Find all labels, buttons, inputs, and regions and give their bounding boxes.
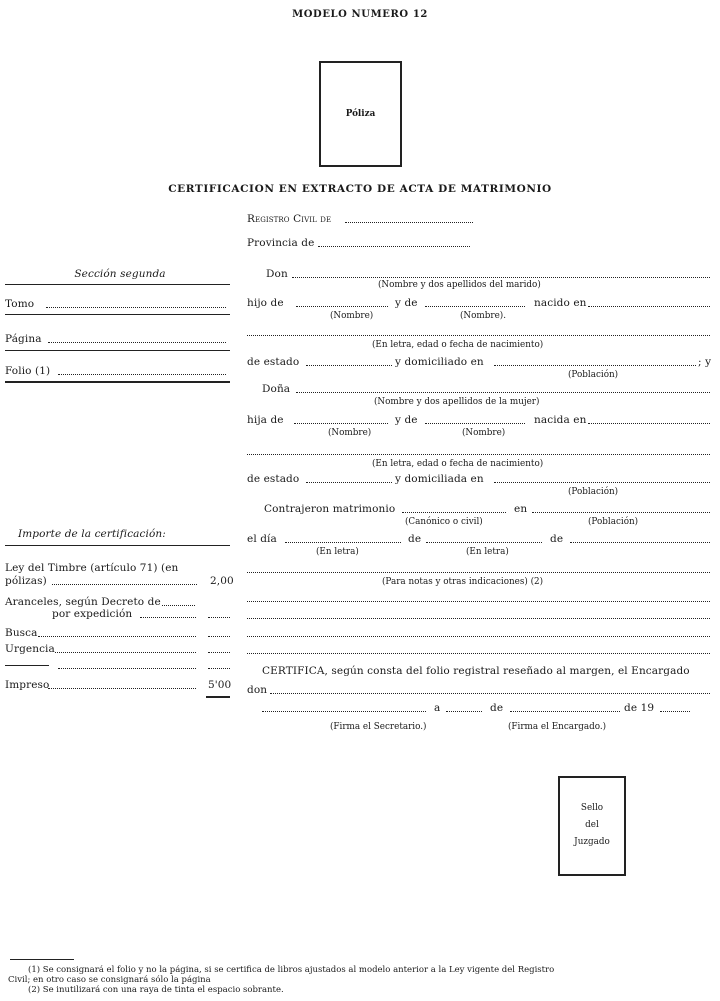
de-label-3: de: [490, 702, 504, 714]
registro-civil-field[interactable]: [345, 214, 473, 223]
de-estado-label-2: de estado: [247, 473, 300, 485]
de-19-label: de 19: [624, 702, 655, 714]
cert-year-field[interactable]: [660, 703, 690, 712]
rule: [5, 381, 230, 383]
city-field[interactable]: [262, 703, 426, 712]
aranceles-label: Aranceles, según Decreto de: [5, 596, 161, 608]
y-de-label-2: y de: [395, 414, 418, 426]
impreso-dots: [48, 680, 196, 689]
provincia-field[interactable]: [318, 238, 470, 247]
pagina-field[interactable]: [48, 334, 226, 343]
ley-timbre-label-2: pólizas): [5, 575, 47, 587]
y-label: ; y: [698, 356, 712, 368]
notes-caption: (Para notas y otras indicaciones) (2): [382, 577, 544, 587]
wife-father-caption: (Nombre): [328, 428, 372, 438]
day-field[interactable]: [285, 534, 401, 543]
husband-name-field[interactable]: [292, 269, 710, 278]
domiciliada-label: y domiciliada en: [395, 473, 484, 485]
wife-birth-caption: (En letra, edad o fecha de nacimiento): [372, 459, 544, 469]
husband-domicile-field[interactable]: [494, 357, 696, 366]
wife-birthplace-field[interactable]: [588, 415, 710, 424]
urgencia-dots: [55, 644, 196, 653]
wife-birth-field[interactable]: [247, 446, 710, 455]
en-label: en: [514, 503, 528, 515]
notes-line-2[interactable]: [247, 593, 710, 602]
husband-estado-field[interactable]: [306, 357, 392, 366]
father-caption: (Nombre): [330, 311, 374, 321]
footnote-1: (1) Se consignará el folio y no la página, si se certifica de libros ajustados al modelo anterior a la Ley vigente del Registro: [28, 965, 555, 975]
birthplace-field[interactable]: [588, 298, 710, 307]
aranceles-value[interactable]: [208, 609, 230, 618]
busca-value[interactable]: [208, 628, 230, 637]
urgencia-value[interactable]: [208, 644, 230, 653]
rule: [5, 314, 230, 315]
notes-line-4[interactable]: [247, 628, 710, 637]
poliza-label: Póliza: [345, 109, 376, 119]
wife-poblacion-caption: (Población): [568, 487, 619, 497]
mother-caption: (Nombre).: [460, 311, 507, 321]
aranceles-dots: [162, 597, 195, 606]
sello-line-2: del: [585, 820, 599, 830]
hija-de-label: hija de: [247, 414, 284, 426]
seccion-label: Sección segunda: [74, 268, 166, 280]
tomo-label: Tomo: [5, 298, 35, 310]
ley-timbre-label: Ley del Timbre (artículo 71) (en: [5, 562, 179, 574]
marriage-place-field[interactable]: [532, 504, 710, 513]
pagina-label: Página: [5, 333, 42, 345]
impreso-label: Impreso: [5, 679, 50, 691]
husband-birth-field[interactable]: [247, 327, 710, 336]
wife-mother-caption: (Nombre): [462, 428, 506, 438]
footnote-1-cont: Civil; en otro caso se consignará sólo la página: [8, 975, 211, 985]
marriage-type-field[interactable]: [402, 504, 506, 513]
wife-father-field[interactable]: [294, 415, 388, 424]
el-dia-label: el día: [247, 533, 277, 545]
de-label: de: [408, 533, 422, 545]
firma-encargado-caption: (Firma el Encargado.): [508, 722, 607, 732]
busca-label: Busca: [5, 627, 38, 639]
month-caption: (En letra): [466, 547, 509, 557]
notes-line-5[interactable]: [247, 645, 710, 654]
document-title: CERTIFICACION EN EXTRACTO DE ACTA DE MATRIMONIO: [168, 183, 552, 195]
notes-line-3[interactable]: [247, 610, 710, 619]
folio-field[interactable]: [58, 366, 226, 375]
aranceles-label-2: por expedición: [52, 608, 133, 620]
husband-birth-caption: (En letra, edad o fecha de nacimiento): [372, 340, 544, 350]
wife-mother-field[interactable]: [425, 415, 525, 424]
urgencia-label: Urgencia: [5, 643, 55, 655]
husband-poblacion-caption: (Población): [568, 370, 619, 380]
wife-name-caption: (Nombre y dos apellidos de la mujer): [374, 397, 540, 407]
hijo-de-label: hijo de: [247, 297, 284, 309]
de-label-2: de: [550, 533, 564, 545]
y-de-label: y de: [395, 297, 418, 309]
busca-dots: [38, 628, 196, 637]
dona-label: Doña: [262, 383, 291, 395]
model-number: MODELO NUMERO 12: [292, 9, 428, 20]
impreso-value: 5'00: [208, 679, 232, 691]
don-label-2: don: [247, 684, 268, 696]
father-name-field[interactable]: [296, 298, 388, 307]
certifica-text: CERTIFICA, según consta del folio registral reseñado al margen, el Encargado: [262, 665, 690, 677]
aranceles-field[interactable]: [140, 609, 196, 618]
rule: [5, 665, 49, 666]
rule: [5, 545, 230, 546]
wife-name-field[interactable]: [296, 384, 710, 393]
firma-secretario-caption: (Firma el Secretario.): [330, 722, 427, 732]
blank-line-value[interactable]: [208, 660, 230, 669]
day-caption: (En letra): [316, 547, 359, 557]
tomo-field[interactable]: [46, 299, 226, 308]
a-label: a: [434, 702, 441, 714]
nacido-en-label: nacido en: [534, 297, 587, 309]
ley-timbre-value: 2,00: [210, 575, 234, 587]
total-rule: [206, 696, 230, 698]
year-field[interactable]: [570, 534, 710, 543]
sello-line-1: Sello: [580, 803, 604, 813]
canonico-caption: (Canónico o civil): [405, 517, 483, 527]
don-label: Don: [266, 268, 288, 280]
mother-name-field[interactable]: [425, 298, 525, 307]
notes-line-1[interactable]: [247, 564, 710, 573]
footnote-rule: [10, 959, 74, 960]
rule: [5, 350, 230, 351]
encargado-name-field[interactable]: [270, 685, 710, 694]
marriage-poblacion-caption: (Población): [588, 517, 639, 527]
provincia-label: Provincia de: [247, 237, 315, 249]
month-field[interactable]: [426, 534, 542, 543]
sello-line-3: Juzgado: [574, 837, 610, 847]
blank-line-dots[interactable]: [58, 660, 196, 669]
rule: [5, 284, 230, 285]
cert-day-field[interactable]: [446, 703, 482, 712]
wife-domicile-field[interactable]: [494, 474, 710, 483]
footnote-2: (2) Se inutilizará con una raya de tinta el espacio sobrante.: [28, 985, 284, 995]
contrajeron-label: Contrajeron matrimonio: [264, 503, 396, 515]
wife-estado-field[interactable]: [306, 474, 392, 483]
importe-label: Importe de la certificación:: [18, 528, 166, 540]
nacida-en-label: nacida en: [534, 414, 587, 426]
registro-civil-label: Registro Civil de: [247, 213, 332, 225]
cert-month-field[interactable]: [510, 703, 620, 712]
domiciliado-label: y domiciliado en: [395, 356, 484, 368]
ley-timbre-dots: [52, 576, 197, 585]
de-estado-label: de estado: [247, 356, 300, 368]
husband-name-caption: (Nombre y dos apellidos del marido): [378, 280, 541, 290]
folio-label: Folio (1): [5, 365, 51, 377]
